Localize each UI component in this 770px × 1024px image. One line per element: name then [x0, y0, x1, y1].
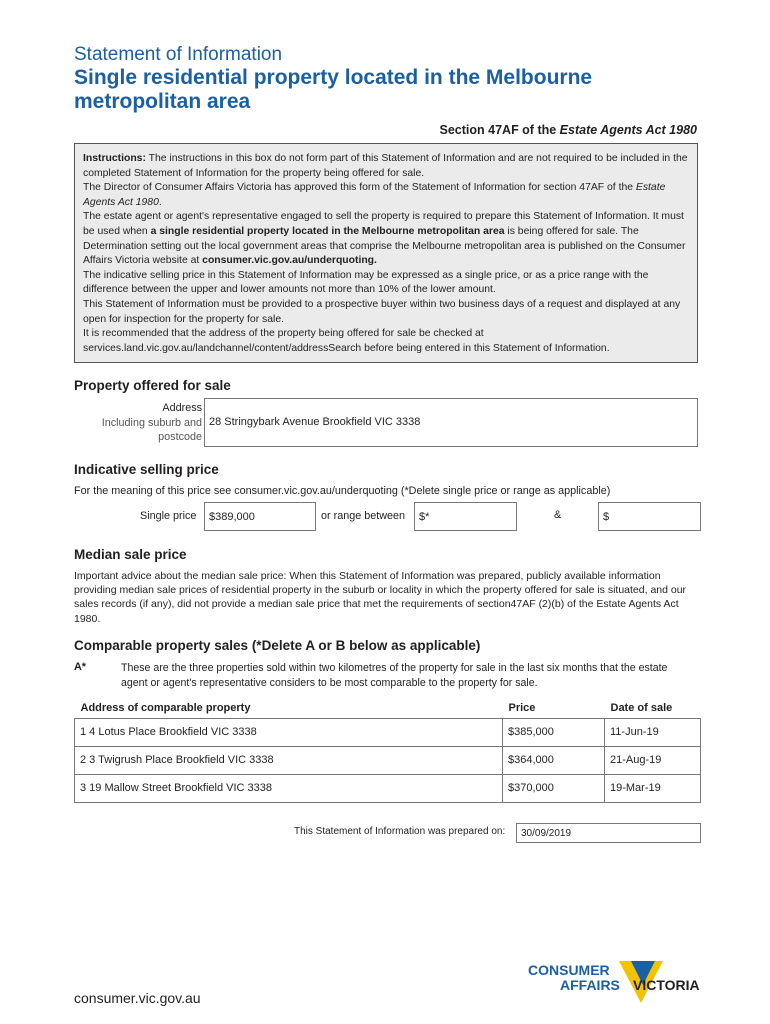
logo-line1: CONSUMER [528, 962, 610, 978]
instructions-label: Instructions: [83, 153, 146, 164]
property-heading: Property offered for sale [74, 378, 231, 393]
instructions-p3-b: is being offered for sale. The Determination setting out the local government areas that comprise the Melbourne metropolitan area is published on the Consumer Affairs Victoria website at [83, 225, 686, 267]
instructions-p3-a: The estate agent or agent's representative engaged to sell the property is required to prepare this Statement of Information. It must be used when [83, 211, 684, 237]
prepared-on-field[interactable] [516, 823, 701, 843]
comparable-address-cell[interactable]: 3 19 Mallow Street Brookfield VIC 3338 [75, 774, 503, 802]
footer-url: consumer.vic.gov.au [74, 990, 201, 1006]
underquoting-link[interactable]: consumer.vic.gov.au/underquoting. [202, 255, 377, 267]
table-header-row [75, 702, 701, 718]
instructions-p1-text: The instructions in this box do not form part of this Statement of Information and are not required to be included in the completed Statement of Information for the property being offered for sale. [83, 153, 688, 179]
single-price-label: Single price [140, 510, 197, 522]
address-field[interactable] [204, 398, 698, 447]
comparable-date-cell[interactable]: 11-Jun-19 [605, 718, 701, 746]
table-row [75, 774, 701, 802]
instructions-p2-act: Estate Agents Act 1980 [83, 182, 666, 208]
prepared-on-label: This Statement of Information was prepared on: [294, 826, 506, 837]
instructions-p2-text: The Director of Consumer Affairs Victoria has approved this form of the Statement of Information for section 47AF of the [83, 182, 636, 194]
logo-line3: VICTORIA [633, 977, 700, 993]
range-from-field[interactable] [414, 502, 517, 531]
comparable-date-cell[interactable]: 21-Aug-19 [605, 746, 701, 774]
range-to-value: $ [603, 510, 610, 523]
option-a-text: These are the three properties sold within two kilometres of the property for sale in the last six months that the estate agent or agent's representative considers to be most comparable to the property for sale. [121, 662, 668, 689]
median-heading: Median sale price [74, 547, 187, 562]
comparable-address-cell[interactable]: 1 4 Lotus Place Brookfield VIC 3338 [75, 718, 503, 746]
logo-line2: AFFAIRS [560, 977, 620, 993]
comparable-price-cell[interactable]: $364,000 [503, 746, 605, 774]
range-and: & [554, 509, 562, 521]
instructions-p2-end: . [158, 196, 162, 208]
instructions-p4: The indicative selling price in this Statement of Information may be expressed as a single price, or as a price range with the difference between the upper and lower amounts not more than 10% of the lower amount. [83, 269, 649, 296]
instructions-p2 [83, 181, 690, 210]
price-heading: Indicative selling price [74, 462, 219, 477]
address-label-line1: Address [162, 402, 202, 414]
single-price-field[interactable] [204, 502, 316, 531]
range-to-field[interactable] [598, 502, 701, 531]
table-row [75, 746, 701, 774]
instructions-box [74, 143, 698, 363]
prepared-on-value: 30/09/2019 [521, 827, 572, 839]
document-title: Single residential property located in the Melbourne metropolitan area [74, 66, 593, 113]
option-a-marker: A* [74, 661, 86, 673]
instructions-p3 [83, 210, 690, 268]
table-row [75, 718, 701, 746]
consumer-affairs-victoria-logo [527, 959, 707, 1009]
instructions-p3-bold: a single residential property located in the Melbourne metropolitan area [150, 225, 505, 237]
comparable-heading: Comparable property sales (*Delete A or B below as applicable) [74, 638, 481, 653]
section-prefix: Section 47AF of the [439, 123, 560, 137]
comparable-date-cell[interactable]: 19-Mar-19 [605, 774, 701, 802]
price-intro: For the meaning of this price see consumer.vic.gov.au/underquoting (*Delete single price or range as applicable) [74, 485, 611, 497]
section-reference [440, 123, 697, 137]
address-value: 28 Stringybark Avenue Brookfield VIC 3338 [209, 416, 421, 428]
instructions-p5: This Statement of Information must be provided to a prospective buyer within two business days of a request and displayed at any open for inspection for the property for sale. [83, 298, 681, 325]
comparable-price-cell[interactable]: $385,000 [503, 718, 605, 746]
section-act: Estate Agents Act 1980 [559, 123, 697, 137]
address-label-line3: postcode [158, 431, 202, 443]
comparable-address-cell[interactable]: 2 3 Twigrush Place Brookfield VIC 3338 [75, 746, 503, 774]
comparable-price-cell[interactable]: $370,000 [503, 774, 605, 802]
instructions-p6: It is recommended that the address of the property being offered for sale be checked at services.land.vic.gov.au/landchannel/content/addressSearch before being entered in this Statement of Information. [83, 328, 610, 354]
document-kicker: Statement of Information [74, 44, 283, 65]
median-text: Important advice about the median sale price: When this Statement of Information was prepared, publicly available information providing median sale prices of residential property in the suburb or locality in which the property offered for sale is situated, and our sales records (if any), did not provide a median sale price that met the requirements of section47AF (2)(b) of the Estate Agents Act 1980. [74, 570, 687, 625]
column-address: Address of comparable property [80, 702, 251, 714]
column-date: Date of sale [610, 702, 673, 714]
comparable-sales-table [74, 702, 701, 803]
address-label [80, 401, 202, 445]
range-label: or range between [321, 510, 406, 522]
address-label-line2: Including suburb and [101, 416, 202, 429]
range-from-value: $* [419, 510, 430, 523]
single-price-value: $389,000 [209, 510, 255, 523]
instructions-p1 [83, 152, 690, 181]
column-price: Price [508, 702, 536, 714]
